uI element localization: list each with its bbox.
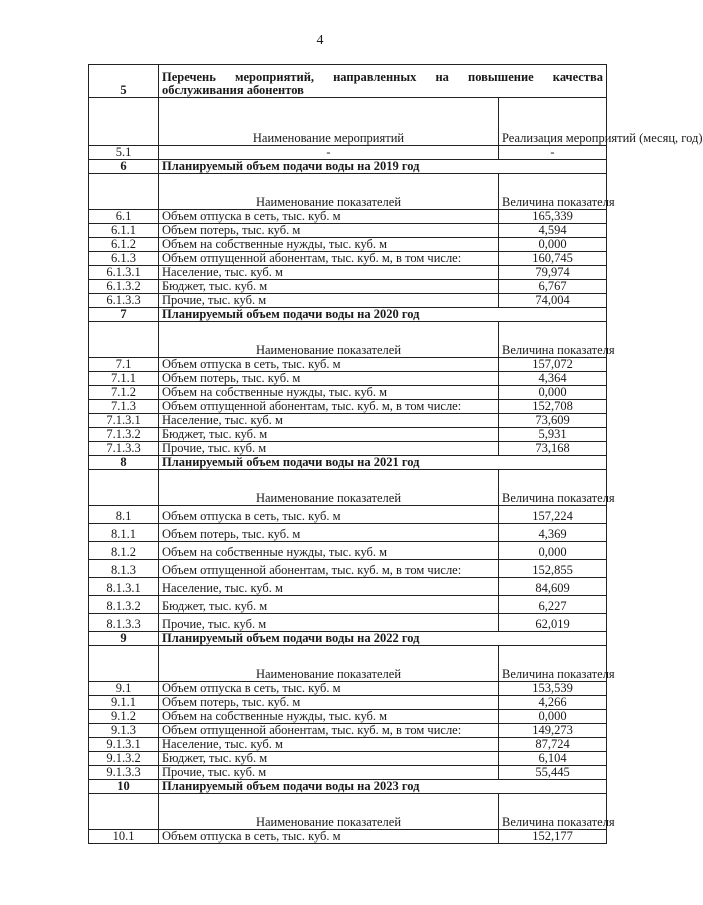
section-code: 7 xyxy=(89,308,159,322)
table-row xyxy=(89,724,607,738)
table-row xyxy=(89,596,607,614)
table-row xyxy=(89,752,607,766)
row-code: 6.1 xyxy=(89,210,159,224)
row-code: 8.1 xyxy=(89,506,159,524)
row-name: Объем отпущенной абонентам, тыс. куб. м, в том числе: xyxy=(159,400,499,414)
row-code: 7.1.2 xyxy=(89,386,159,400)
row-name: Бюджет, тыс. куб. м xyxy=(159,280,499,294)
column-header-value: Величина показателя xyxy=(499,174,607,210)
column-header-name: Наименование показателей xyxy=(159,794,499,830)
row-name: Объем потерь, тыс. куб. м xyxy=(159,224,499,238)
column-header-row xyxy=(89,646,607,682)
column-header-value: Величина показателя xyxy=(499,470,607,506)
row-code: 9.1.3.1 xyxy=(89,738,159,752)
indicators-table xyxy=(88,64,703,844)
empty-cell xyxy=(89,646,159,682)
row-code: 7.1 xyxy=(89,358,159,372)
row-code: 6.1.3 xyxy=(89,252,159,266)
empty-cell xyxy=(89,794,159,830)
empty-cell xyxy=(89,98,159,146)
row-value: 62,019 xyxy=(499,614,607,632)
row-name: Объем отпуска в сеть, тыс. куб. м xyxy=(159,210,499,224)
table-row xyxy=(89,830,607,844)
section-title: Планируемый объем подачи воды на 2019 год xyxy=(159,160,607,174)
row-code: 8.1.2 xyxy=(89,542,159,560)
row-value: 152,708 xyxy=(499,400,607,414)
section-code: 9 xyxy=(89,632,159,646)
row-code: 6.1.3.2 xyxy=(89,280,159,294)
row-name: Бюджет, тыс. куб. м xyxy=(159,596,499,614)
table-row xyxy=(89,252,607,266)
row-name: Прочие, тыс. куб. м xyxy=(159,766,499,780)
row-code: 7.1.1 xyxy=(89,372,159,386)
section-header-row xyxy=(89,632,607,646)
row-name: Прочие, тыс. куб. м xyxy=(159,294,499,308)
table-row xyxy=(89,238,607,252)
row-code: 7.1.3.3 xyxy=(89,442,159,456)
column-header-name: Наименование мероприятий xyxy=(159,98,499,146)
row-value: 4,369 xyxy=(499,524,607,542)
row-value: 73,168 xyxy=(499,442,607,456)
row-name: Объем на собственные нужды, тыс. куб. м xyxy=(159,710,499,724)
row-code: 6.1.3.3 xyxy=(89,294,159,308)
row-name: Бюджет, тыс. куб. м xyxy=(159,752,499,766)
section-header-row xyxy=(89,160,607,174)
row-value: 165,339 xyxy=(499,210,607,224)
row-value: - xyxy=(499,146,607,160)
row-code: 9.1.1 xyxy=(89,696,159,710)
row-code: 5.1 xyxy=(89,146,159,160)
page-number: 4 xyxy=(316,33,324,48)
row-name: Объем отпуска в сеть, тыс. куб. м xyxy=(159,682,499,696)
table-row xyxy=(89,372,607,386)
row-name: Объем отпущенной абонентам, тыс. куб. м, в том числе: xyxy=(159,560,499,578)
row-value: 0,000 xyxy=(499,386,607,400)
section-title xyxy=(159,65,607,98)
column-header-value: Величина показателя xyxy=(499,794,607,830)
table-row xyxy=(89,414,607,428)
row-code: 9.1.2 xyxy=(89,710,159,724)
row-name: Объем потерь, тыс. куб. м xyxy=(159,372,499,386)
section-code: 10 xyxy=(89,780,159,794)
row-value: 79,974 xyxy=(499,266,607,280)
row-name: Объем отпущенной абонентам, тыс. куб. м, в том числе: xyxy=(159,252,499,266)
row-value: 0,000 xyxy=(499,542,607,560)
table-row xyxy=(89,294,607,308)
table-row xyxy=(89,506,607,524)
row-name: Население, тыс. куб. м xyxy=(159,578,499,596)
row-code: 7.1.3.2 xyxy=(89,428,159,442)
row-code: 7.1.3 xyxy=(89,400,159,414)
column-header-row xyxy=(89,174,607,210)
row-value: 157,072 xyxy=(499,358,607,372)
column-header-row xyxy=(89,322,607,358)
row-value: 4,364 xyxy=(499,372,607,386)
row-value: 4,266 xyxy=(499,696,607,710)
section-header-row xyxy=(89,780,607,794)
section-title: Планируемый объем подачи воды на 2023 год xyxy=(159,780,607,794)
table-row xyxy=(89,738,607,752)
row-name: Объем на собственные нужды, тыс. куб. м xyxy=(159,238,499,252)
row-name: Прочие, тыс. куб. м xyxy=(159,614,499,632)
table-row xyxy=(89,146,607,160)
row-name: Население, тыс. куб. м xyxy=(159,266,499,280)
column-header-value: Реализация мероприятий (месяц, год) xyxy=(499,98,607,146)
table-row xyxy=(89,696,607,710)
row-value: 87,724 xyxy=(499,738,607,752)
section-code: 5 xyxy=(89,65,159,98)
row-code: 6.1.3.1 xyxy=(89,266,159,280)
table-row xyxy=(89,560,607,578)
row-code: 8.1.3.1 xyxy=(89,578,159,596)
row-code: 8.1.3.3 xyxy=(89,614,159,632)
row-code: 9.1.3 xyxy=(89,724,159,738)
row-name: Объем отпуска в сеть, тыс. куб. м xyxy=(159,358,499,372)
row-value: 84,609 xyxy=(499,578,607,596)
row-value: 152,177 xyxy=(499,830,607,844)
table-row xyxy=(89,682,607,696)
section-header-row xyxy=(89,308,607,322)
column-header-row xyxy=(89,794,607,830)
row-name: Прочие, тыс. куб. м xyxy=(159,442,499,456)
row-name: Бюджет, тыс. куб. м xyxy=(159,428,499,442)
section-header-row xyxy=(89,456,607,470)
row-value: 157,224 xyxy=(499,506,607,524)
row-code: 6.1.1 xyxy=(89,224,159,238)
table-row xyxy=(89,400,607,414)
row-name: Объем потерь, тыс. куб. м xyxy=(159,524,499,542)
table-row xyxy=(89,266,607,280)
row-code: 8.1.3 xyxy=(89,560,159,578)
row-code: 6.1.2 xyxy=(89,238,159,252)
row-name: Население, тыс. куб. м xyxy=(159,738,499,752)
table-row xyxy=(89,224,607,238)
column-header-value: Величина показателя xyxy=(499,322,607,358)
section-title: Планируемый объем подачи воды на 2021 год xyxy=(159,456,607,470)
empty-cell xyxy=(89,322,159,358)
table-row xyxy=(89,614,607,632)
column-header-value: Величина показателя xyxy=(499,646,607,682)
row-name: Население, тыс. куб. м xyxy=(159,414,499,428)
column-header-name: Наименование показателей xyxy=(159,322,499,358)
section-title-line-2: обслуживания абонентов xyxy=(162,83,304,97)
row-value: 73,609 xyxy=(499,414,607,428)
row-code: 9.1 xyxy=(89,682,159,696)
section-title: Планируемый объем подачи воды на 2020 год xyxy=(159,308,607,322)
table-row xyxy=(89,442,607,456)
row-value: 149,273 xyxy=(499,724,607,738)
row-name: Объем на собственные нужды, тыс. куб. м xyxy=(159,542,499,560)
row-name: Объем отпуска в сеть, тыс. куб. м xyxy=(159,506,499,524)
table-row xyxy=(89,524,607,542)
row-value: 5,931 xyxy=(499,428,607,442)
row-value: 6,104 xyxy=(499,752,607,766)
section-code: 6 xyxy=(89,160,159,174)
table-row xyxy=(89,710,607,724)
table-row xyxy=(89,280,607,294)
section-title-line-1: Перечень мероприятий, направленных на повышение качества xyxy=(162,70,604,84)
row-code: 9.1.3.3 xyxy=(89,766,159,780)
row-value: 6,767 xyxy=(499,280,607,294)
table-row xyxy=(89,578,607,596)
row-code: 9.1.3.2 xyxy=(89,752,159,766)
row-name: Объем на собственные нужды, тыс. куб. м xyxy=(159,386,499,400)
row-value: 153,539 xyxy=(499,682,607,696)
row-value: 55,445 xyxy=(499,766,607,780)
section-title: Планируемый объем подачи воды на 2022 год xyxy=(159,632,607,646)
table-row xyxy=(89,542,607,560)
column-header-name: Наименование показателей xyxy=(159,174,499,210)
empty-cell xyxy=(89,174,159,210)
empty-cell xyxy=(89,470,159,506)
column-header-name: Наименование показателей xyxy=(159,646,499,682)
row-name: Объем потерь, тыс. куб. м xyxy=(159,696,499,710)
table-row xyxy=(89,428,607,442)
table-row xyxy=(89,766,607,780)
table-row xyxy=(89,386,607,400)
section-code: 8 xyxy=(89,456,159,470)
row-code: 8.1.3.2 xyxy=(89,596,159,614)
row-name: Объем отпущенной абонентам, тыс. куб. м, в том числе: xyxy=(159,724,499,738)
row-value: 6,227 xyxy=(499,596,607,614)
row-code: 10.1 xyxy=(89,830,159,844)
row-value: 4,594 xyxy=(499,224,607,238)
table-row xyxy=(89,358,607,372)
row-name: - xyxy=(159,146,499,160)
row-value: 160,745 xyxy=(499,252,607,266)
row-code: 7.1.3.1 xyxy=(89,414,159,428)
section-header-row xyxy=(89,65,607,98)
column-header-row xyxy=(89,470,607,506)
row-name: Объем отпуска в сеть, тыс. куб. м xyxy=(159,830,499,844)
row-value: 0,000 xyxy=(499,710,607,724)
column-header-row xyxy=(89,98,607,146)
row-code: 8.1.1 xyxy=(89,524,159,542)
column-header-name: Наименование показателей xyxy=(159,470,499,506)
row-value: 74,004 xyxy=(499,294,607,308)
row-value: 0,000 xyxy=(499,238,607,252)
row-value: 152,855 xyxy=(499,560,607,578)
table-row xyxy=(89,210,607,224)
